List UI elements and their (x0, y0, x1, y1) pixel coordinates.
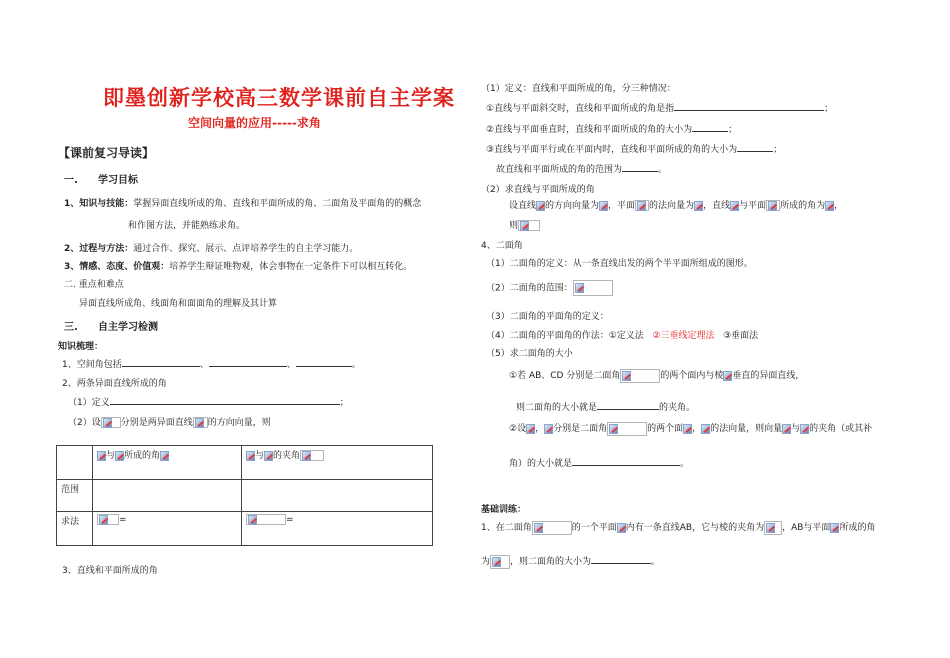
formula-box (764, 521, 782, 535)
separator: ； (728, 125, 738, 135)
r-case-3 (486, 142, 782, 155)
item-2-2-text: （2）设 (68, 418, 101, 428)
blank[interactable] (674, 101, 824, 111)
r-text: ， (692, 424, 702, 434)
table-text: 所成的角 (124, 451, 161, 461)
blank[interactable] (597, 400, 659, 410)
r-case-2 (486, 122, 737, 135)
formula-box (766, 200, 780, 211)
separator: ； (824, 104, 834, 114)
separator: 、 (199, 360, 209, 370)
separator: ； (773, 145, 783, 155)
formula-image-icon (536, 201, 545, 211)
r-text: 与 (791, 424, 801, 434)
formula-image-icon (575, 283, 584, 293)
r-text: 。 (651, 557, 661, 567)
item-2-1-text: （1）定义 (68, 398, 110, 408)
table-text: 与 (106, 451, 116, 461)
r-text: 垂直的异面直线， (732, 371, 805, 381)
goal-2-text: 通过合作、探究、展示、点评培养学生的自主学习能力。 (133, 244, 359, 254)
r-text: 设直线 (509, 201, 537, 211)
method-perpendicular-plane: ③垂面法 (723, 331, 759, 341)
r-text: 的两个面内与棱 (660, 371, 724, 381)
blank[interactable] (737, 142, 773, 152)
equals-sign: = (286, 515, 294, 525)
r-definition: （1）定义：直线和平面所成的角，分三种情况： (481, 84, 676, 94)
formula-image-icon (800, 424, 809, 434)
dihedral-construction (486, 328, 758, 341)
r-case-text: ①直线与平面斜交时，直线和平面所成的角是指 (486, 104, 675, 114)
r-text: ， (535, 424, 545, 434)
separator: 。 (351, 360, 361, 370)
method-cell-2[interactable] (242, 512, 433, 546)
formula-box (97, 514, 119, 525)
r-text: 的法向量为 (649, 201, 695, 211)
section-2-text: 异面直线所成角、线面角和面面角的理解及其计算 (79, 299, 278, 309)
dihedral-definition: （1）二面角的定义：从一条直线出发的两个半平面所组成的图形。 (486, 259, 753, 269)
formula-image-icon (248, 515, 257, 525)
r-text: （2）二面角的范围： (486, 283, 573, 294)
formula-image-icon (701, 424, 710, 434)
formula-box (246, 514, 286, 525)
r-text: ，直线 (703, 201, 731, 211)
section-3-title: 自主学习检测 (98, 322, 158, 333)
r-text: ①若 AB、CD 分别是二面角 (509, 371, 621, 381)
r-range-text: 故直线和平面所成的角的范围为 (496, 165, 623, 175)
blank[interactable] (209, 357, 287, 367)
goal-2 (64, 241, 358, 254)
formula-image-icon (520, 221, 529, 231)
r-text: 的一个平面 (571, 523, 617, 533)
r-text: 1、在二面角 (481, 523, 532, 533)
blank[interactable] (122, 357, 200, 367)
formula-image-icon (825, 201, 834, 211)
section-3-number: 三. (64, 322, 78, 333)
angle-table (56, 445, 433, 546)
r-text: 角）的大小就是 (509, 459, 573, 469)
r-text: 内有一条直线AB，它与棱的夹角为 (625, 523, 765, 533)
dihedral-method-2-result (509, 456, 689, 469)
formula-image-icon (730, 201, 739, 211)
formula-image-icon (830, 523, 839, 533)
formula-image-icon (103, 418, 112, 428)
range-cell-1[interactable] (93, 480, 242, 512)
range-cell-2[interactable] (242, 480, 433, 512)
r-text: （4）二面角的平面角的作法： (486, 331, 609, 341)
separator: ； (339, 398, 349, 408)
formula-image-icon (526, 424, 535, 434)
dihedral-heading: 4、二面角 (481, 241, 523, 251)
method-cell-1[interactable] (93, 512, 242, 546)
basic-training-heading: 基础训练： (481, 505, 527, 515)
goal-1 (64, 196, 421, 209)
r-case-1 (486, 101, 833, 114)
formula-image-icon (637, 201, 646, 211)
equals-sign: = (119, 515, 127, 525)
dihedral-method-2 (509, 421, 872, 436)
table-text: 与 (255, 451, 265, 461)
method-definition: ①定义法 (608, 331, 644, 341)
item-1 (62, 357, 361, 370)
formula-image-icon (694, 201, 703, 211)
r-case-text: ②直线与平面垂直时，直线和平面所成的角的大小为 (486, 125, 693, 135)
formula-box (607, 422, 647, 436)
item-2: 2、两条异面直线所成的角 (62, 379, 167, 389)
dihedral-size-heading: （5）求二面角的大小 (486, 349, 573, 359)
formula-image-icon (617, 523, 626, 533)
r-text: ，平面 (608, 201, 636, 211)
separator: 。 (658, 165, 668, 175)
formula-image-icon (492, 557, 501, 567)
r-text: 的夹角（或其补 (809, 424, 873, 434)
r-text: 分别是二面角 (553, 424, 608, 434)
r-text: 所成的角为 (780, 201, 826, 211)
goal-1-label: 1、知识与技能： (64, 199, 134, 209)
formula-image-icon (97, 451, 106, 461)
item-2-2 (68, 415, 271, 428)
exercise-1-cont (481, 554, 660, 569)
blank[interactable] (622, 162, 658, 172)
method-three-perpendiculars: ②三垂线定理法 (652, 331, 715, 341)
row-label-range: 范围 (57, 480, 93, 512)
r-text: 的法向量，则向量 (710, 424, 783, 434)
formula-box (518, 220, 540, 231)
item-2-1 (68, 395, 349, 408)
blank[interactable] (591, 554, 651, 564)
r-text: 则 (509, 221, 519, 231)
r-find-angle-result (509, 218, 540, 231)
formula-image-icon (723, 371, 732, 381)
r-text: ， (834, 201, 844, 211)
exercise-1 (481, 520, 875, 535)
r-text: 。 (680, 459, 690, 469)
dihedral-range (486, 280, 613, 296)
item-3: 3、直线和平面所成的角 (62, 566, 158, 576)
r-find-angle-setup (509, 198, 843, 211)
formula-image-icon (160, 451, 169, 461)
formula-box (635, 200, 649, 211)
formula-box (532, 521, 572, 535)
document-subtitle: 空间向量的应用-----求角 (188, 116, 321, 130)
blank[interactable] (110, 395, 340, 405)
knowledge-heading: 知识梳理： (58, 342, 104, 352)
r-text: 则二面角的大小就是 (516, 403, 598, 413)
r-text: ②设 (509, 424, 527, 434)
formula-image-icon (264, 451, 273, 461)
formula-box (300, 450, 324, 461)
blank[interactable] (692, 122, 728, 132)
r-find-angle: （2）求直线与平面所成的角 (481, 185, 595, 195)
header-cell-2 (242, 446, 433, 480)
formula-image-icon (609, 424, 618, 434)
goal-3 (64, 259, 412, 272)
r-text: 为 (481, 557, 491, 567)
section-1-title: 学习目标 (98, 175, 138, 186)
r-text: ，AB与平面 (782, 523, 831, 533)
r-text: ，则二面角的大小为 (510, 557, 592, 567)
r-text: 与平面 (739, 201, 767, 211)
r-text: 的两个面 (647, 424, 684, 434)
item-2-2-text: 的方向向量，则 (207, 418, 271, 428)
section-2-heading: 二. 重点和难点 (64, 280, 124, 290)
item-1-text: 1、空间角包括 (62, 360, 122, 370)
goal-2-label: 2、过程与方法： (64, 244, 134, 254)
item-2-2-text: 分别是两异面直线 (120, 418, 193, 428)
goal-3-label: 3、情感、态度、价值观： (64, 262, 170, 272)
formula-image-icon (782, 424, 791, 434)
r-text: 的方向向量为 (545, 201, 600, 211)
dihedral-method-1 (509, 368, 804, 383)
goal-1-continued: 和作图方法，并能熟练求角。 (128, 221, 246, 231)
r-case-text: ③直线与平面平行或在平面内时，直线和平面所成的角的大小为 (486, 145, 738, 155)
formula-box (573, 280, 613, 296)
section-1-number: 一. (64, 175, 78, 186)
formula-image-icon (768, 201, 777, 211)
row-label-method: 求法 (57, 512, 93, 546)
formula-image-icon (766, 523, 775, 533)
dihedral-method-1-result (516, 400, 695, 413)
formula-image-icon (99, 515, 108, 525)
formula-box (490, 555, 510, 569)
r-text: 的夹角。 (659, 403, 696, 413)
section-review-heading: 【课前复习导读】 (58, 146, 155, 160)
r-text: 所成的角 (839, 523, 876, 533)
formula-image-icon (115, 451, 124, 461)
goal-1-text: 掌握异面直线所成的角、直线和平面所成的角、二面角及平面角的的概念 (133, 199, 422, 209)
formula-box (101, 417, 121, 428)
document-title: 即墨创新学校高三数学课前自主学案 (103, 86, 455, 110)
header-cell-1 (93, 446, 242, 480)
formula-image-icon (544, 424, 553, 434)
formula-image-icon (195, 418, 204, 428)
blank[interactable] (296, 357, 352, 367)
formula-image-icon (622, 371, 631, 381)
formula-image-icon (302, 451, 311, 461)
formula-image-icon (246, 451, 255, 461)
r-range (496, 162, 667, 175)
goal-3-text: 培养学生辩证唯物观，体会事物在一定条件下可以相互转化。 (169, 262, 413, 272)
formula-box (620, 369, 660, 383)
table-text: 的夹角 (273, 451, 301, 461)
formula-image-icon (599, 201, 608, 211)
formula-box (193, 417, 208, 428)
separator: 、 (286, 360, 296, 370)
blank[interactable] (572, 456, 680, 466)
formula-image-icon (534, 523, 543, 533)
formula-image-icon (683, 424, 692, 434)
dihedral-plane-angle-def: （3）二面角的平面角的定义： (486, 312, 609, 322)
